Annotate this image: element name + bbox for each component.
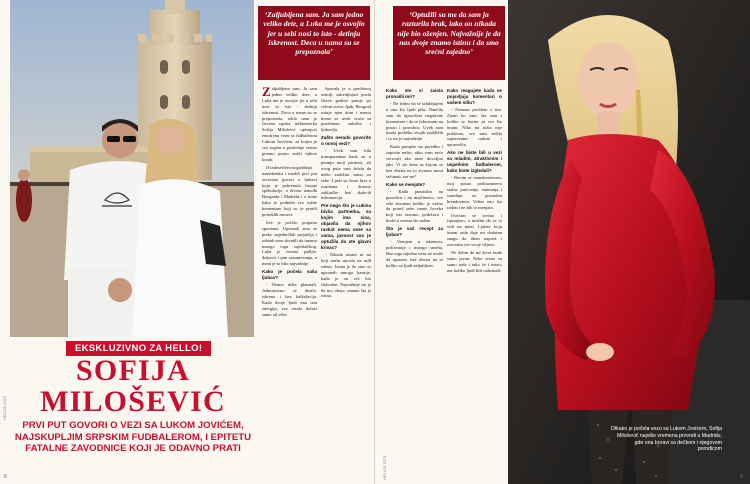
couple-photo [10, 0, 254, 337]
article-column-1 [262, 86, 317, 478]
article-question: Kako se menjate? [386, 181, 426, 187]
article-column-3 [386, 86, 443, 478]
pull-quote-left: ‘Zaljubljena sam. Ja sam jedno veliko dete, a Luka me je osvojio jer u sebi nosi to isto - detinju iskrenost. Deca u nama su se prepoznala’ [258, 6, 370, 80]
article-column-4 [447, 86, 502, 478]
article-question: Ako ne biste bili u vezi sa mladim, atraktivnim i uspešnim fudbalerom, kako biste izgledali? [447, 150, 502, 174]
model-photo [508, 0, 750, 484]
article-column-2 [321, 86, 371, 478]
page-number-right: 9 [740, 474, 743, 480]
article-paragraph: Ne želim da mi život bude samo javan. Neke stvari su samo naše i tako će i ostati, ma koliko ljudi bili radoznali. [447, 250, 502, 273]
article-paragraph: aljubljena sam. Ja sam jedno veliko dete, a Luka me je osvojio jer u sebi nosi to isto - detinju iskrenost. Deca u nama su se prepoznala, rekla nam je čuvena srpska influenserka Sofija Milošević opisujući emotivnu vezu sa fudbalerom Lukom Jovićem, za kojim je ceo region u poslednje vreme pomno pratio svaki njihov korak. [262, 86, 317, 162]
credit-right: HELLO! 1573 [382, 455, 387, 480]
article-question: Zašto nerado govorite o novoj vezi? [321, 135, 371, 147]
article-paragraph: Dvadesetčetvorogodišnja manekenka i model prvi put otvoreno govori o ljubavi koja je pokrenula brojne spekulacije, o životu između Beograda i Madrida i o tome kako je podnela sve ružne komentare koji su je pratili proteklih meseci. [262, 164, 317, 218]
article-paragraph: - Nikada nisam ni na koji način uticala na tuđi odnos. Istina je da smo se upoznali mnogo kasnije, kada je on već bio slobodan. Najvažnije mi je da mi, oboje, znamo šta je istina. [321, 252, 371, 299]
article-question: Kako ste vi zaista pronašli mir? [386, 88, 443, 99]
article-paragraph: - Verujem u iskrenost, poštovanje i mnogo smeha. Bez toga nijedna veza ne može da opstane, bez obzira na to koliko su ljudi zaljubljeni. [386, 239, 443, 268]
pull-quote-right: ‘Optužili su me da sam ja razturila brak, iako on nikada nije bio oženjen. Najvažnije je da nas dvoje znamo istinu i da smo srećni zajedno’ [393, 6, 505, 80]
article-question: Pre nego što je Lukina bivša partnerka, sa kojim ima sina, objavila da njihov raskid nema veze sa vama, javnost vas je optužila da ste glavni krivac? [321, 203, 371, 251]
headline [22, 355, 244, 417]
article-paragraph: - Nismo ništa planirali. Jednostavno se desilo, iskreno i bez kalkulacija. Kada dvoje ljudi ima istu energiju, sve ostalo dolazi samo od sebe. [262, 282, 317, 317]
article-paragraph: Osećam se srećno i ispunjeno, a mislim da se to vidi na meni. Ljubav koju imam sada daje mi dodatnu snagu da idem napred i ostvarim sve svoje ciljeve. [447, 212, 502, 248]
article-question: Kako reagujete kada se pojavljuju komentari o vašem stilu? [447, 88, 502, 105]
headline-first-name: SOFIJA [76, 354, 190, 387]
article-paragraph: - Bavim se manekenstvom, moj posao podrazumeva stalno putovanje, snimanja i saradnju sa poznatim brendovima. Volim ono što radim i ne bih to menjala. [447, 175, 502, 210]
drop-cap: Z [262, 86, 271, 99]
subheadline: PRVI PUT GOVORI O VEZI SA LUKOM JOVIĆEM, NAJSKUPLJIM SRPSKIM FUDBALEROM, I EPITETU FATALNE ZAVODNICE KOJI JE ODAVNO PRATI [14, 420, 252, 455]
article-question: Šta je vaš recept za ljubav? [386, 226, 443, 238]
article-paragraph: Spavala je u predivnoj zemlji, zahvaljujući poslu čitave godine putuje po celom svetu. Ipak, Beograd ostaje njen dom i mesto kome se uvek vraća sa posebnom radošću i ljubavlju. [321, 86, 371, 133]
article-paragraph: Sve je počelo potpuno spontano. Upoznali smo se preko zajedničkih prijatelja i odmah smo shvatili da imamo mnogo toga zajedničkog. Luka je veoma pažljiv, duhovit i pun razumevanja, a meni je to bilo najvažnije. [262, 219, 317, 267]
photo-caption: Otkako je počela vezu sa Lukom Jovićem, Sofija Milošević najviše vremena provodi u Madridu, gde ona boravi sa dečkom i njegovom porodicom [610, 426, 722, 453]
headline-last-name: MILOŠEVIĆ [40, 385, 226, 418]
exclusive-badge: EKSKLUZIVNO ZA HELLO! [66, 341, 211, 356]
credit-left: HELLO! 1573 [2, 395, 7, 420]
article-paragraph: - Ne želim da se udubljujem u ono što ljudi pišu. Naučila sam da ignorišem negativne komentare i da se fokusiram na posao i porodicu. Uvek sam imala podršku svojih najbližih i to mi je najvažnije. [386, 100, 443, 142]
article-paragraph: Kada putujete na poredbu i zapisite nešto, niko vam neće verovati ako niste dovoljno jaki. Vi ste žena sa kojom se bez obzira na to stvarno mora računati, zar ne? [386, 144, 443, 179]
article-question: Kako je počela vaša ljubav? [262, 269, 317, 281]
article-paragraph: - Nemam problem s tim. Znam ko sam, šta sam i koliko se borim za sve što imam. Niko mi ništa nije poklonio, sve sam stekla sopstvenim radom i upornošću. [447, 106, 502, 148]
page-number-left: 8 [4, 474, 7, 480]
article-paragraph: - Kada pomislim na porodicu i na majčinstvo, sve više shvatam koliko je važno da pored sebe imate čoveka koji vas razume, podržava i bodri u svemu što radite. [386, 188, 443, 224]
article-paragraph: - Uvek sam bila transparentna kada su u pitanju moji partneri, ali ovog puta sam želela da nešto zadržim samo za sebe. Ljudi su često brzi u osudama i donose zaključke bez ikakvih informacija. [321, 148, 371, 201]
